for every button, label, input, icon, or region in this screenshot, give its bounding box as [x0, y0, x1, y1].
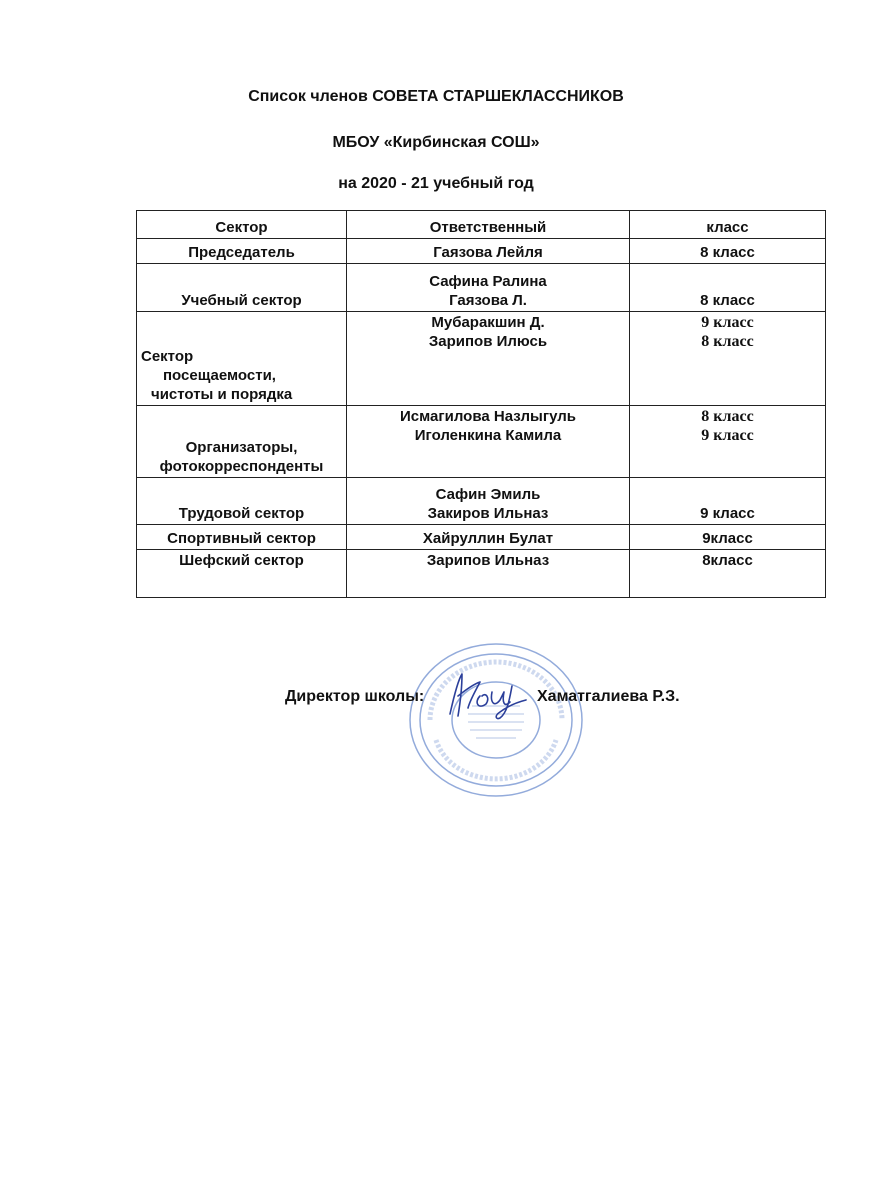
school-name: МБОУ «Кирбинская СОШ»: [332, 134, 540, 151]
responsible-cell: [347, 478, 630, 525]
signature-label: Директор школы:: [285, 688, 425, 705]
sector-name: чистоты и порядка: [151, 386, 293, 403]
responsible-cell: [347, 264, 630, 312]
sector-name: Трудовой сектор: [178, 505, 305, 522]
academic-year: на 2020 - 21 учебный год: [338, 175, 534, 192]
class-value: 8класс: [702, 552, 753, 569]
class-value: 8 класс: [700, 292, 755, 309]
class-value: 9 класс: [700, 505, 755, 522]
responsible-name: Хайруллин Булат: [422, 530, 554, 547]
sector-cell: [137, 406, 347, 478]
document-title: Список членов СОВЕТА СТАРШЕКЛАССНИКОВ: [248, 88, 624, 105]
sector-name: Организаторы,: [185, 439, 298, 456]
class-cell: [630, 406, 826, 478]
table-row: [137, 550, 826, 598]
class-cell: [630, 264, 826, 312]
sector-cell: [137, 312, 347, 406]
table-row: [137, 525, 826, 550]
class-value: 8 класс: [701, 408, 754, 425]
table-row: [137, 264, 826, 312]
sector-name: Сектор: [141, 348, 194, 365]
sector-name: Учебный сектор: [181, 292, 302, 309]
class-cell: [630, 312, 826, 406]
responsible-name: Иголенкина Камила: [414, 427, 562, 444]
responsible-name: Зарипов Илюсь: [428, 333, 548, 350]
sector-cell: [137, 525, 347, 550]
responsible-name: Сафина Ралина: [429, 273, 547, 290]
responsible-name: Гаязова Л.: [449, 292, 527, 309]
responsible-name: Сафин Эмиль: [435, 486, 541, 503]
header-responsible: Ответственный: [347, 211, 630, 239]
header-sector: Сектор: [137, 211, 347, 239]
sector-name: Председатель: [188, 244, 295, 261]
responsible-name: Мубаракшин Д.: [431, 314, 545, 331]
table-header-row: [137, 211, 826, 239]
class-cell: [630, 478, 826, 525]
responsible-cell: [347, 312, 630, 406]
responsible-cell: [347, 239, 630, 264]
header-class: класс: [630, 211, 826, 239]
class-value: 9 класс: [701, 427, 754, 444]
sector-cell: [137, 478, 347, 525]
table-row: [137, 239, 826, 264]
responsible-name: Гаязова Лейля: [433, 244, 543, 261]
class-cell: [630, 239, 826, 264]
responsible-name: Закиров Ильназ: [427, 505, 549, 522]
responsible-cell: [347, 550, 630, 598]
class-cell: [630, 525, 826, 550]
sector-cell: [137, 550, 347, 598]
sector-name: Спортивный сектор: [167, 530, 316, 547]
class-value: 8 класс: [701, 333, 754, 350]
table-row: [137, 406, 826, 478]
sector-cell: [137, 239, 347, 264]
sector-name: посещаемости,: [163, 367, 276, 384]
responsible-cell: [347, 525, 630, 550]
table-row: [137, 312, 826, 406]
director-name: Хаматгалиева Р.З.: [537, 688, 680, 705]
sector-cell: [137, 264, 347, 312]
signature-block: [0, 640, 872, 800]
class-value: 9класс: [702, 530, 753, 547]
responsible-name: Зарипов Ильназ: [426, 552, 550, 569]
class-value: 9 класс: [701, 314, 754, 331]
director-signature: [440, 666, 530, 726]
class-value: 8 класс: [700, 244, 755, 261]
responsible-cell: [347, 406, 630, 478]
council-table: [136, 210, 826, 598]
sector-name: Шефский сектор: [179, 552, 304, 569]
class-cell: [630, 550, 826, 598]
sector-name: фотокорреспонденты: [159, 458, 324, 475]
responsible-name: Исмагилова Назлыгуль: [400, 408, 576, 425]
table-row: [137, 478, 826, 525]
